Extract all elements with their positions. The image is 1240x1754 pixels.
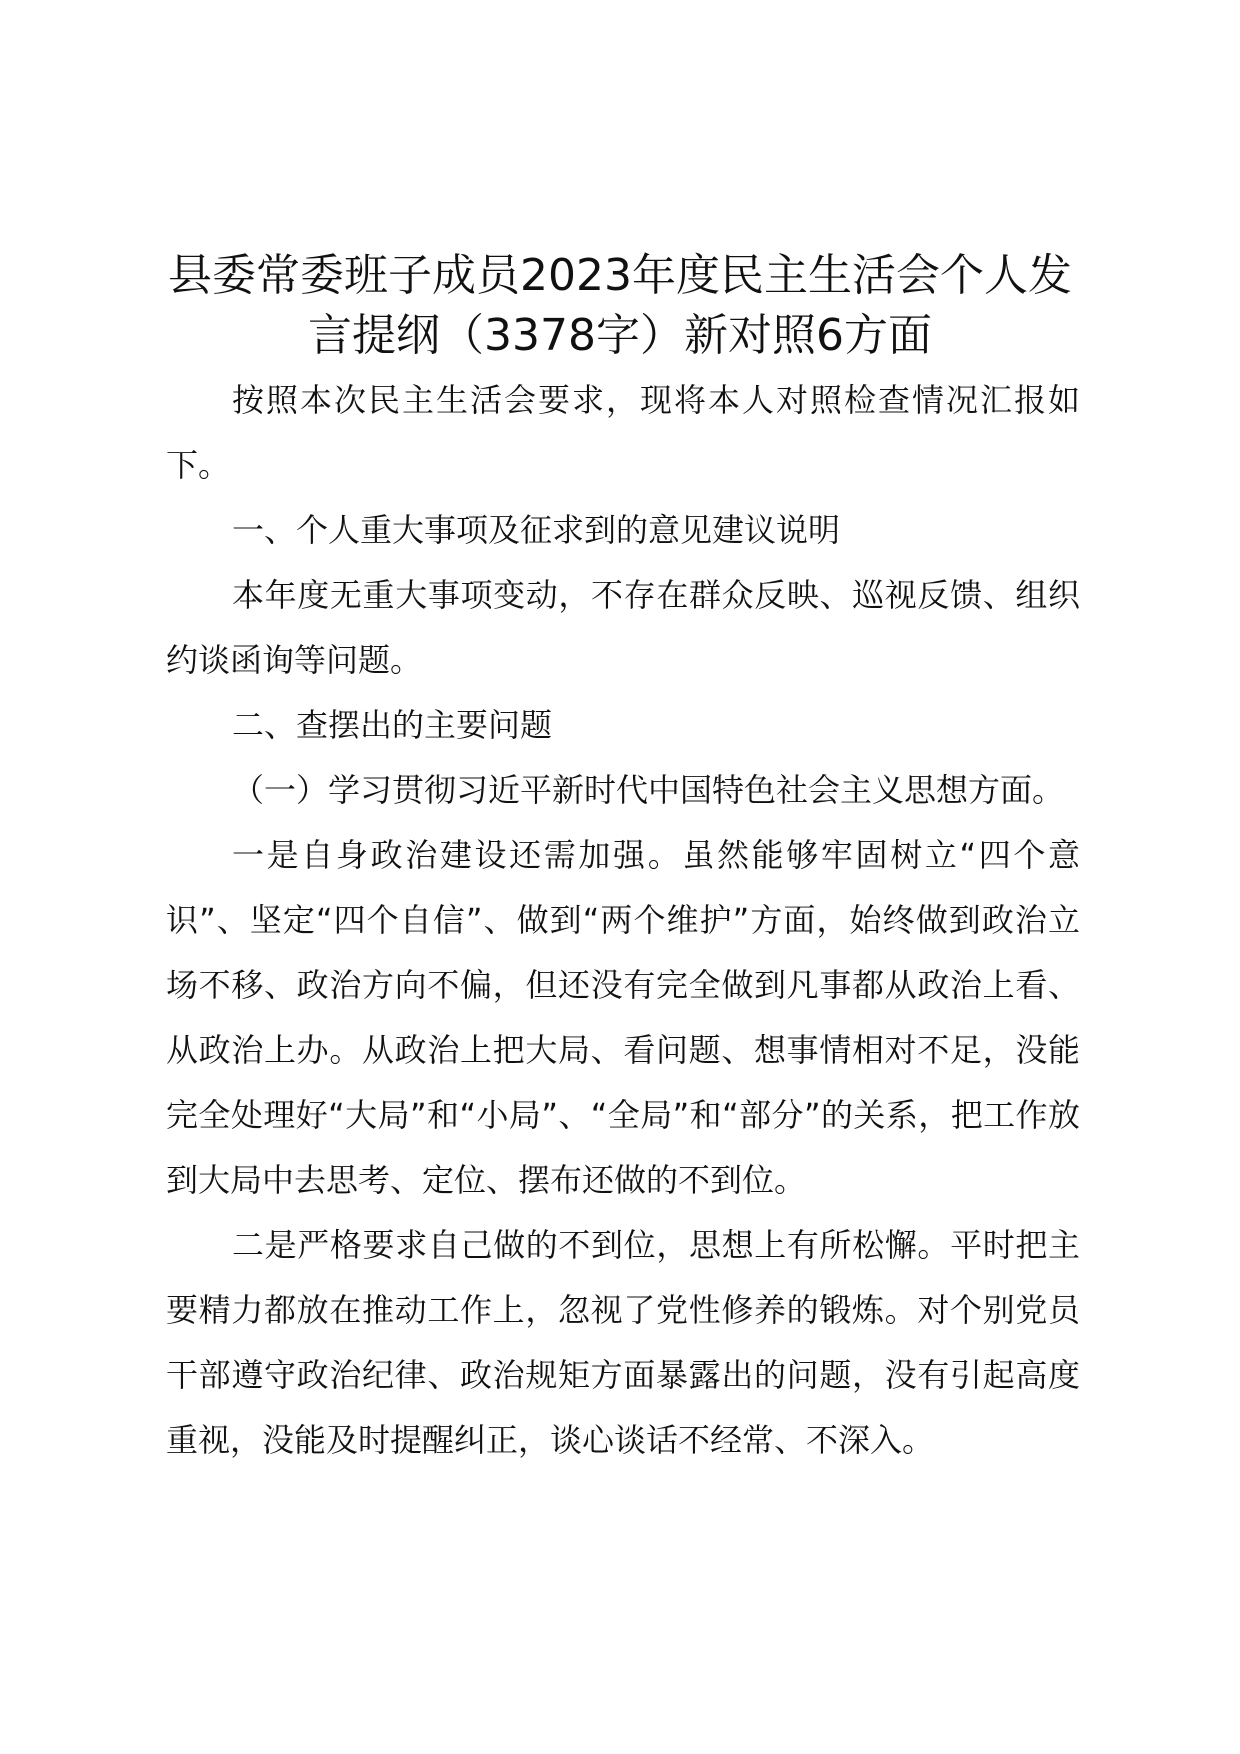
- section-heading-2: 二、查摆出的主要问题: [232, 706, 553, 744]
- item-1-paragraph: 一是自身政治建设还需加强。虽然能够牢固树立“四个意识”、坚定“四个自信”、做到“两个维护”方面，始终做到政治立场不移、政治方向不偏，但还没有完全做到凡事都从政治上看、从政治上办。从政治上把大局、看问题、想事情相对不足，没能完全处理好“大局”和“小局”、“全局”和“部分”的关系，把工作放到大局中去思考、定位、摆布还做的不到位。: [166, 836, 1080, 1199]
- item-2-paragraph: 二是严格要求自己做的不到位，思想上有所松懈。平时把主要精力都放在推动工作上，忽视了党性修养的锻炼。对个别党员干部遵守政治纪律、政治规矩方面暴露出的问题，没有引起高度重视，没能及时提醒纠正，谈心谈话不经常、不深入。: [166, 1226, 1080, 1459]
- document-title: 县委常委班子成员2023年度民主生活会个人发言提纲（3378字）新对照6方面: [168, 250, 1072, 361]
- section-1-paragraph: 本年度无重大事项变动，不存在群众反映、巡视反馈、组织约谈函询等问题。: [166, 576, 1080, 679]
- document-body: [166, 368, 1080, 1473]
- intro-paragraph: 按照本次民主生活会要求，现将本人对照检查情况汇报如下。: [166, 381, 1080, 484]
- subsection-heading-1: （一）学习贯彻习近平新时代中国特色社会主义思想方面。: [232, 771, 1065, 809]
- section-heading-1: 一、个人重大事项及征求到的意见建议说明: [232, 511, 841, 549]
